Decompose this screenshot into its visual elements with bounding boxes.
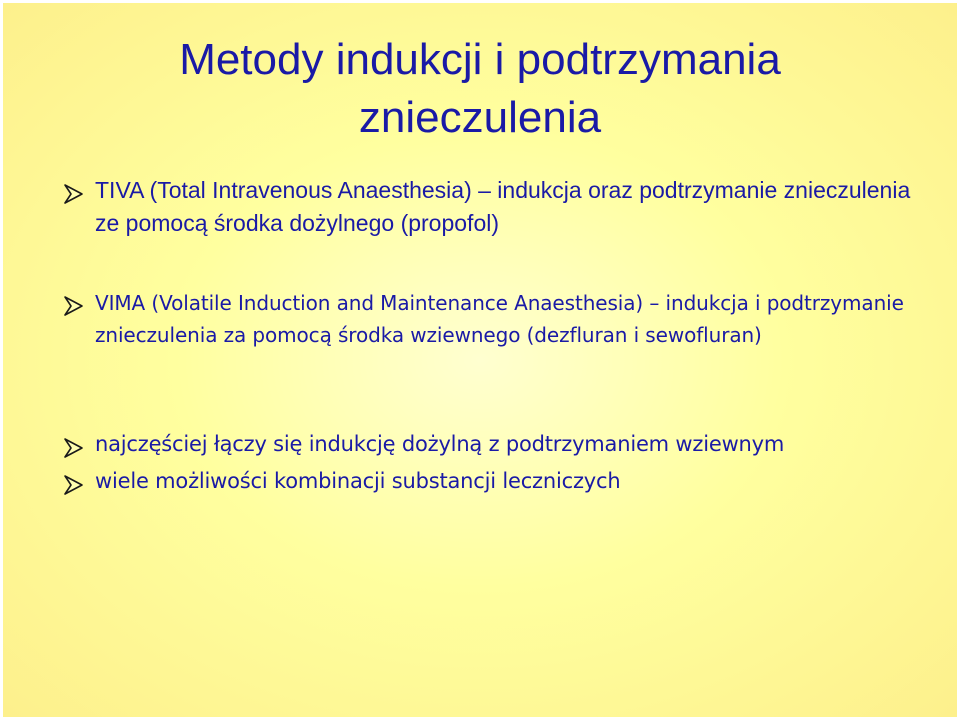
bullet-item-tiva xyxy=(59,174,939,263)
arrow-bullet-icon xyxy=(59,470,89,500)
arrow-bullet-icon xyxy=(59,179,89,209)
slide-title-line-2: znieczulenia xyxy=(358,93,602,142)
bullet-text: wiele możliwości kombinacji substancji leczniczych xyxy=(95,469,621,493)
bullet-item-vima xyxy=(59,287,939,371)
bullet-item-combinations xyxy=(59,465,939,519)
bullet-text: VIMA (Volatile Induction and Maintenance Anaesthesia) – indukcja i podtrzymanie znieczulenia za pomocą środka wziewnego (dezfluran i sewofluran) xyxy=(95,291,904,347)
bullet-text: najczęściej łączy się indukcję dożylną z podtrzymaniem wziewnym xyxy=(95,432,785,456)
slide-title-line-1: Metody indukcji i podtrzymania xyxy=(179,35,781,84)
slide xyxy=(3,3,957,717)
slide-title xyxy=(3,31,957,147)
arrow-bullet-icon xyxy=(59,433,89,463)
arrow-bullet-icon xyxy=(59,291,89,321)
bullet-text: TIVA (Total Intravenous Anaesthesia) – indukcja oraz podtrzymanie znieczulenia ze pomocą środka dożylnego (propofol) xyxy=(95,177,911,236)
